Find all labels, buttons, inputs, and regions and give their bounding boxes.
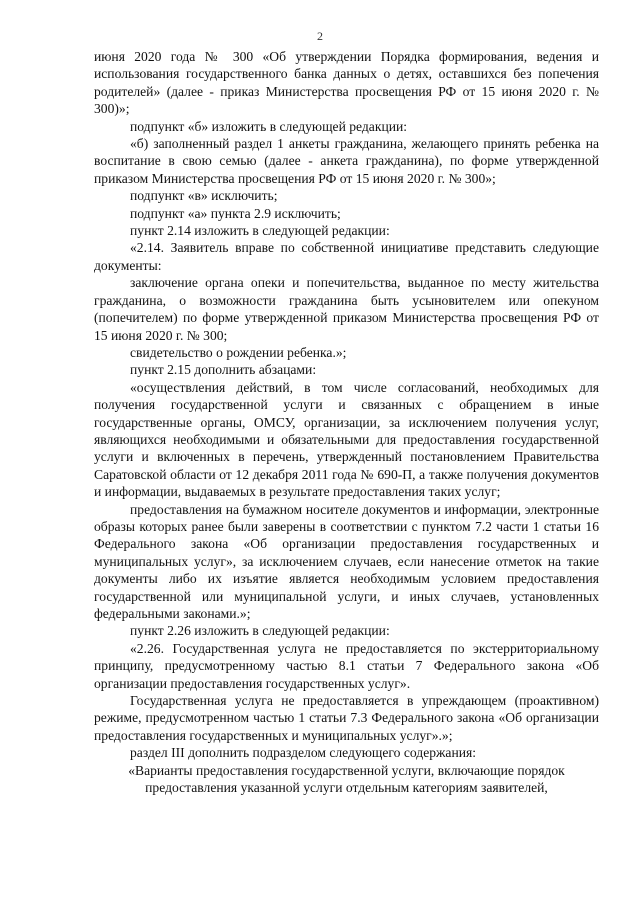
paragraph: пункт 2.14 изложить в следующей редакции:	[130, 223, 390, 239]
paragraph: предоставления на бумажном носителе документов и информации, электронные образы которых ранее были заверены в соответствии с пунктом 7.2 части 1 статьи 16 Федерального закона «Об организации предоставления государственных и муниципальных услуг», за исключением случаев, если нанесение отметок на такие документы либо их изъятие является необходимым условием предоставления государственной или муниципальной услуги, и иных случаев, установленных федеральными законами.»;	[94, 501, 599, 621]
paragraph: Государственная услуга не предоставляется в упреждающем (проактивном) режиме, предусмотренном частью 1 статьи 7.3 Федерального закона «Об организации предоставления государственных и муниципальных услуг».»;	[94, 693, 599, 743]
paragraph: «2.14. Заявитель вправе по собственной инициативе представить следующие документы:	[94, 240, 599, 273]
page-number: 2	[317, 29, 323, 43]
paragraph: подпункт «а» пункта 2.9 исключить;	[130, 205, 341, 221]
paragraph: «б) заполненный раздел 1 анкеты гражданина, желающего принять ребенка на воспитание в свою семью (далее - анкета гражданина), по форме утвержденной приказом Министерства просвещения РФ от 15 июня 2020 г. № 300»;	[94, 136, 599, 186]
paragraph: пункт 2.15 дополнить абзацами:	[130, 362, 317, 378]
paragraph: «осуществления действий, в том числе согласований, необходимых для получения государственной услуги и связанных с обращением в иные государственные органы, ОМСУ, организации, за исключением получения услуг, являющихся необходимыми и обязательными для предоставления государственной услуги и включенных в перечень, утвержденный постановлением Правительства Саратовской области от 12 декабря 2011 года № 690-П, а также получения документов и информации, выдаваемых в результате предоставления таких услуг;	[94, 379, 599, 500]
paragraph: раздел III дополнить подразделом следующего содержания:	[130, 745, 477, 761]
paragraph: июня 2020 года № 300 «Об утверждении Порядка формирования, ведения и использования государственного банка данных о детях, оставшихся без попечения родителей» (далее - приказ Министерства просвещения РФ от 15 июня 2020 г. № 300)»;	[94, 49, 599, 117]
document-body	[94, 48, 599, 796]
paragraph: подпункт «б» изложить в следующей редакции:	[130, 118, 408, 134]
paragraph: «2.26. Государственная услуга не предоставляется по экстерриториальному принципу, предусмотренному частью 8.1 статьи 7 Федерального закона «Об организации предоставления государственных услуг».	[94, 640, 599, 691]
subsection-heading: «Варианты предоставления государственной услуги, включающие порядок предоставления указанной услуги отдельным категориям заявителей,	[128, 762, 565, 796]
paragraph: заключение органа опеки и попечительства, выданное по месту жительства гражданина, о возможности гражданина быть усыновителем или опекуном (попечителем) по форме утвержденной приказом Министерства просвещения РФ от 15 июня 2020 г. № 300;	[94, 275, 599, 343]
paragraph: свидетельство о рождении ребенка.»;	[130, 344, 347, 360]
paragraph: подпункт «в» исключить;	[130, 188, 278, 204]
paragraph: пункт 2.26 изложить в следующей редакции:	[130, 623, 390, 639]
